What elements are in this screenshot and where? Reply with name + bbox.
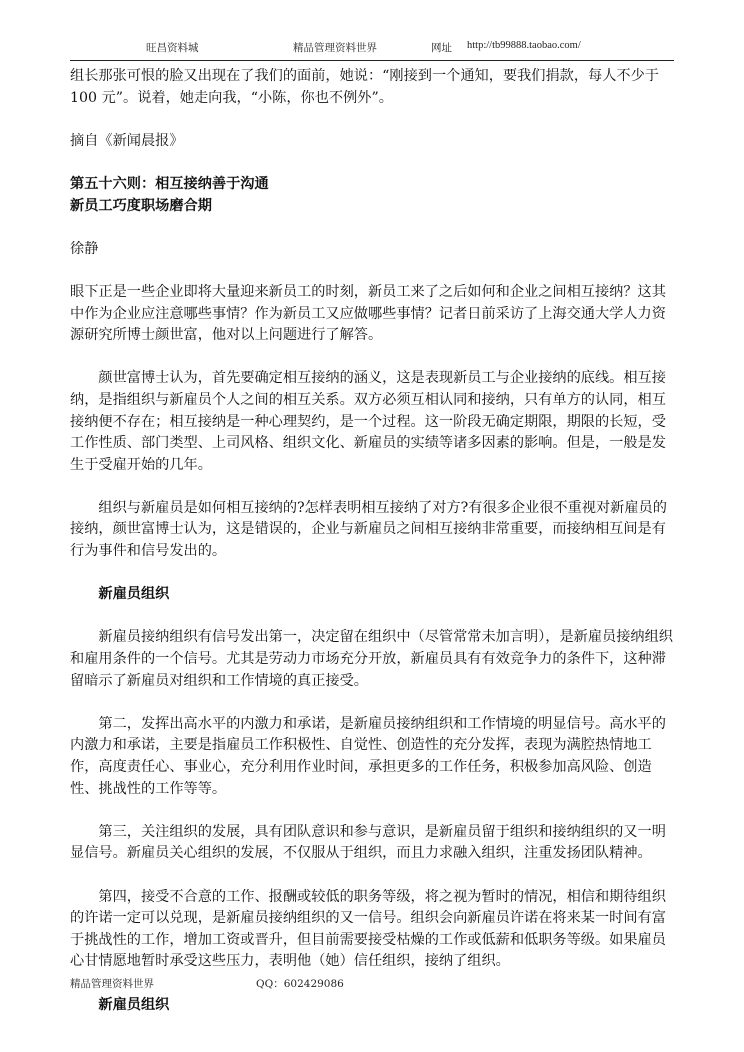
article-paragraph-1: 颜世富博士认为，首先要确定相互接纳的涵义，这是表现新员工与企业接纳的底线。相互接纳，是指组织与新雇员个人之间的相互关系。双方必须互相认同和接纳，只有单方的认同，相互接纳便不存在；相互接纳是一种心理契约，是一个过程。这一阶段无确定期限，期限的长短，受工作性质、部门类型、上司风格、组织文化、新雇员的实绩等诸多因素的影响。但是，一般是发生于受雇开始的几年。 (70, 370, 666, 473)
article-title: 第五十六则：相互接纳善于沟通 (70, 175, 269, 192)
source-note: 摘自《新闻晨报》 (70, 132, 184, 149)
article-author: 徐静 (70, 240, 99, 257)
section-paragraph-4: 第四，接受不合意的工作、报酬或较低的职务等级，将之视为暂时的情况，相信和期待组织的许诺一定可以兑现，是新雇员接纳组织的又一信号。组织会向新雇员许诺在将来某一时间有富于挑战性的工作，增加工资或晋升，但目前需要接受枯燥的工作或低薪和低职务等级。如果雇员心甘情愿地暂时承受这些压力，表明他（她）信任组织，接纳了组织。 (70, 888, 666, 970)
article-subtitle: 新员工巧度职场磨合期 (70, 197, 212, 214)
document-body (70, 66, 674, 1016)
header-url[interactable]: http://tb99888.taobao.com/ (467, 40, 581, 51)
footer-qq: QQ：602429086 (256, 978, 344, 990)
section-paragraph-3: 第三，关注组织的发展，具有团队意识和参与意识，是新雇员留于组织和接纳组织的又一明显信号。新雇员关心组织的发展，不仅服从于组织，而且力求融入组织，注重发扬团队精神。 (70, 823, 666, 862)
article-paragraph-2: 组织与新雇员是如何相互接纳的?怎样表明相互接纳了对方?有很多企业很不重视对新雇员的接纳，颜世富博士认为，这是错误的，企业与新雇员之间相互接纳非常重要，而接纳相互间是有行为事件和信号发出的。 (70, 499, 667, 560)
header-url-label: 网址 (431, 42, 452, 54)
section-heading-2: 新雇员组织 (98, 996, 170, 1013)
section-paragraph-1: 新雇员接纳组织有信号发出第一，决定留在组织中（尽管常常未加言明），是新雇员接纳组织和雇用条件的一个信号。尤其是劳动力市场充分开放，新雇员具有有效竞争力的条件下，这种滞留暗示了新雇员对组织和工作情境的真正接受。 (70, 629, 673, 689)
header-shop: 旺昌资料城 (146, 42, 199, 54)
section-heading-1: 新雇员组织 (98, 586, 170, 603)
page-header (70, 40, 674, 61)
section-paragraph-2: 第二，发挥出高水平的内激力和承诺，是新雇员接纳组织和工作情境的明显信号。高水平的内激力和承诺，主要是指雇员工作积极性、自觉性、创造性的充分发挥，表现为满腔热情地工作，高度责任心、事业心，充分利用作业时间，承担更多的工作任务，积极参加高风险、创造性、挑战性的工作等等。 (70, 715, 666, 797)
footer-site: 精品管理资料世界 (70, 978, 154, 990)
header-site: 精品管理资料世界 (293, 42, 377, 54)
paragraph-continued: 组长那张可恨的脸又出现在了我们的面前，她说：“刚接到一个通知，要我们捐款，每人不少于 100 元”。说着，她走向我，“小陈，你也不例外”。 (70, 68, 659, 106)
article-intro: 眼下正是一些企业即将大量迎来新员工的时刻，新员工来了之后如何和企业之间相互接纳？这其中作为企业应注意哪些事情？作为新员工又应做哪些事情？记者日前采访了上海交通大学人力资源研究所博士颜世富，他对以上问题进行了解答。 (70, 283, 666, 344)
